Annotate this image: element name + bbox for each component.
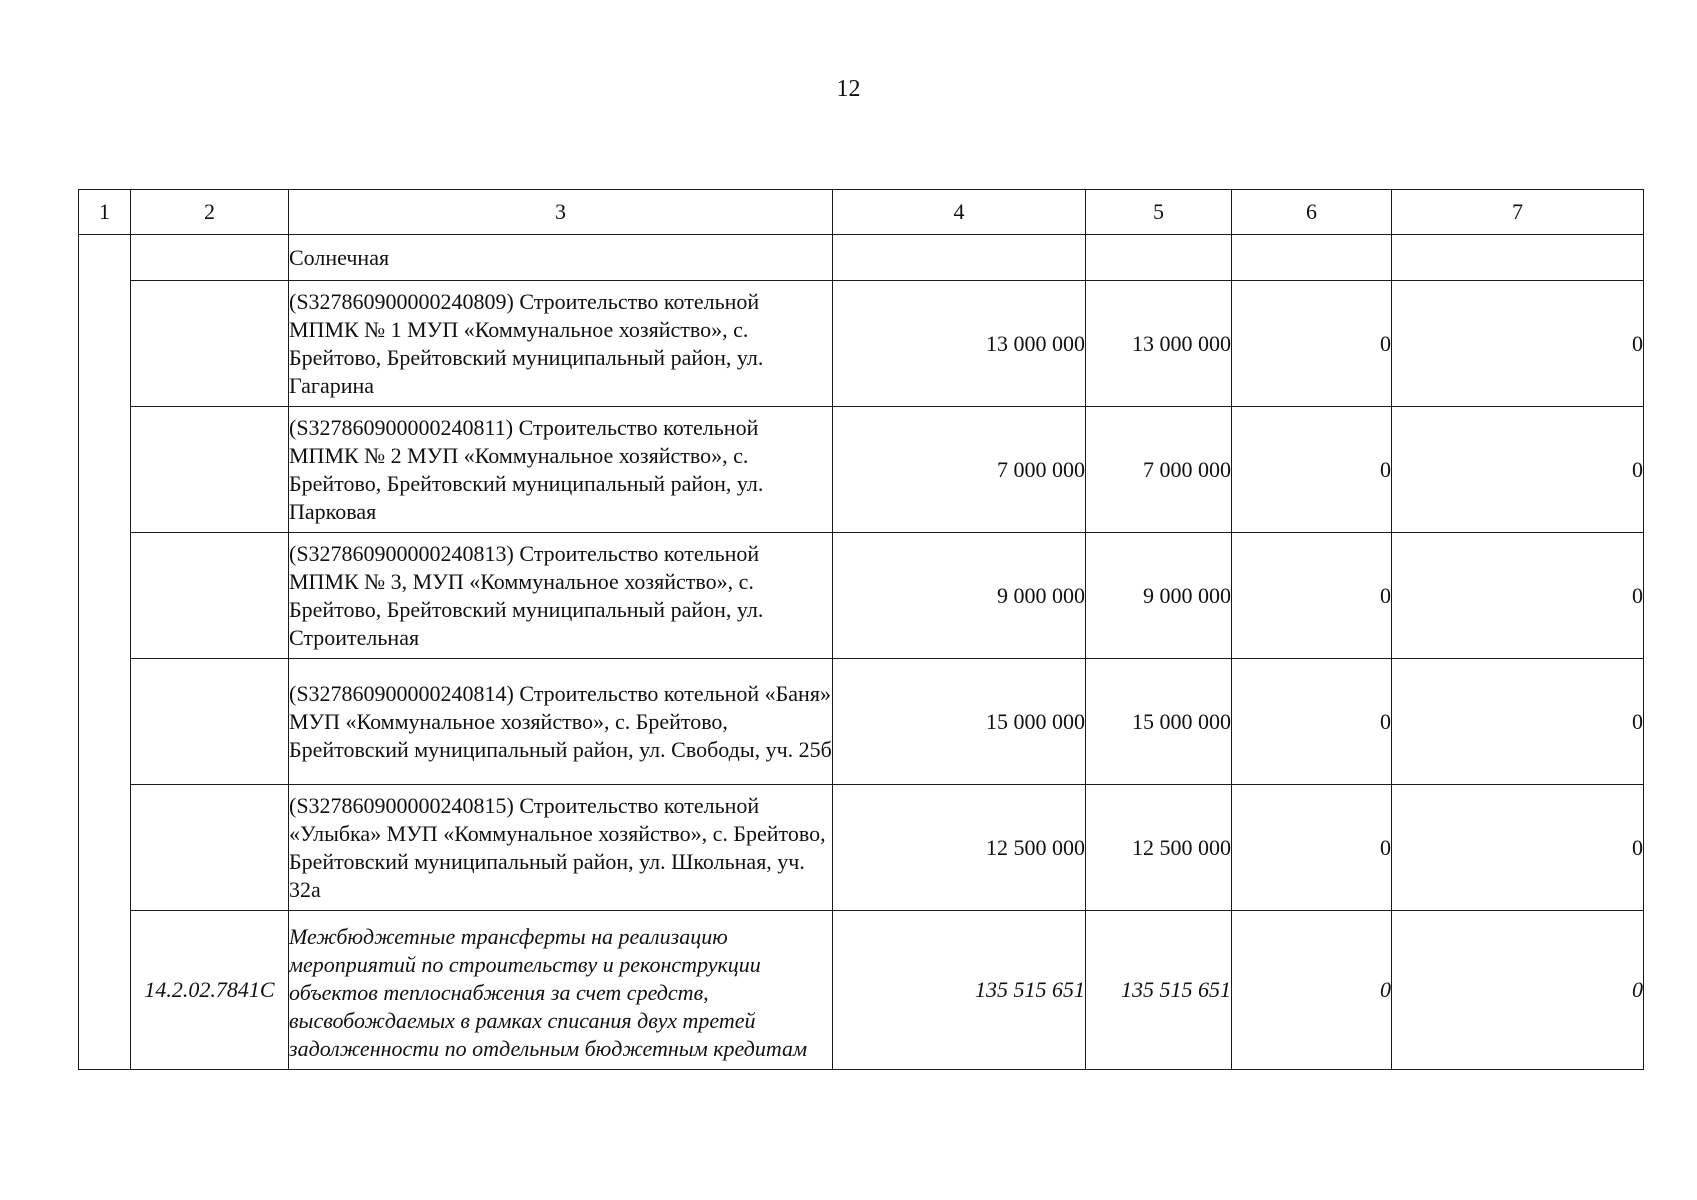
- page-number: 12: [836, 76, 861, 102]
- value-col-6: 0: [1232, 785, 1392, 911]
- header-col-7: 7: [1392, 190, 1644, 235]
- value-col-7: 0: [1392, 281, 1644, 407]
- value-col-4: [833, 235, 1086, 281]
- value-col-4: 15 000 000: [833, 659, 1086, 785]
- value-col-5: 13 000 000: [1086, 281, 1232, 407]
- value-col-5: 135 515 651: [1086, 911, 1232, 1070]
- code-cell: [131, 659, 289, 785]
- value-col-6: 0: [1232, 533, 1392, 659]
- value-col-4: 12 500 000: [833, 785, 1086, 911]
- description-cell: (S327860900000240814) Строительство котельной «Баня» МУП «Коммунальное хозяйство», с. Брейтово, Брейтовский муниципальный район, ул. Свободы, уч. 25б: [289, 659, 833, 785]
- value-col-7: [1392, 235, 1644, 281]
- value-col-6: 0: [1232, 281, 1392, 407]
- value-col-7: 0: [1392, 407, 1644, 533]
- header-col-3: 3: [289, 190, 833, 235]
- table-row: [79, 911, 1644, 1070]
- description-cell: (S327860900000240809) Строительство котельной МПМК № 1 МУП «Коммунальное хозяйство», с. Брейтово, Брейтовский муниципальный район, ул. Гагарина: [289, 281, 833, 407]
- value-col-5: 9 000 000: [1086, 533, 1232, 659]
- description-cell: (S327860900000240813) Строительство котельной МПМК № 3, МУП «Коммунальное хозяйство», с. Брейтово, Брейтовский муниципальный район, ул. Строительная: [289, 533, 833, 659]
- value-col-4: 13 000 000: [833, 281, 1086, 407]
- header-col-4: 4: [833, 190, 1086, 235]
- header-row: [79, 190, 1644, 235]
- table-row: [79, 235, 1644, 281]
- value-col-4: 135 515 651: [833, 911, 1086, 1070]
- description-cell: (S327860900000240815) Строительство котельной «Улыбка» МУП «Коммунальное хозяйство», с. Брейтово, Брейтовский муниципальный район, ул. Школьная, уч. 32а: [289, 785, 833, 911]
- table-row: [79, 659, 1644, 785]
- row-number-cell: [79, 235, 131, 1070]
- value-col-5: 12 500 000: [1086, 785, 1232, 911]
- budget-table: [78, 189, 1644, 1070]
- code-cell: 14.2.02.7841С: [131, 911, 289, 1070]
- code-cell: [131, 533, 289, 659]
- code-cell: [131, 235, 289, 281]
- description-cell: Межбюджетные трансферты на реализацию мероприятий по строительству и реконструкции объектов теплоснабжения за счет средств, высвобождаемых в рамках списания двух третей задолженности по отдельным бюджетным кредитам: [289, 911, 833, 1070]
- description-cell: (S327860900000240811) Строительство котельной МПМК № 2 МУП «Коммунальное хозяйство», с. Брейтово, Брейтовский муниципальный район, ул. Парковая: [289, 407, 833, 533]
- value-col-5: 15 000 000: [1086, 659, 1232, 785]
- code-cell: [131, 785, 289, 911]
- value-col-6: 0: [1232, 407, 1392, 533]
- table-row: [79, 407, 1644, 533]
- value-col-5: 7 000 000: [1086, 407, 1232, 533]
- table-row: [79, 281, 1644, 407]
- table-row: [79, 785, 1644, 911]
- header-col-5: 5: [1086, 190, 1232, 235]
- value-col-7: 0: [1392, 911, 1644, 1070]
- header-col-1: 1: [79, 190, 131, 235]
- value-col-6: 0: [1232, 911, 1392, 1070]
- value-col-7: 0: [1392, 785, 1644, 911]
- value-col-6: 0: [1232, 659, 1392, 785]
- header-col-6: 6: [1232, 190, 1392, 235]
- value-col-5: [1086, 235, 1232, 281]
- value-col-4: 9 000 000: [833, 533, 1086, 659]
- value-col-7: 0: [1392, 533, 1644, 659]
- code-cell: [131, 407, 289, 533]
- header-col-2: 2: [131, 190, 289, 235]
- code-cell: [131, 281, 289, 407]
- table-row: [79, 533, 1644, 659]
- value-col-6: [1232, 235, 1392, 281]
- value-col-4: 7 000 000: [833, 407, 1086, 533]
- description-cell: Солнечная: [289, 235, 833, 281]
- value-col-7: 0: [1392, 659, 1644, 785]
